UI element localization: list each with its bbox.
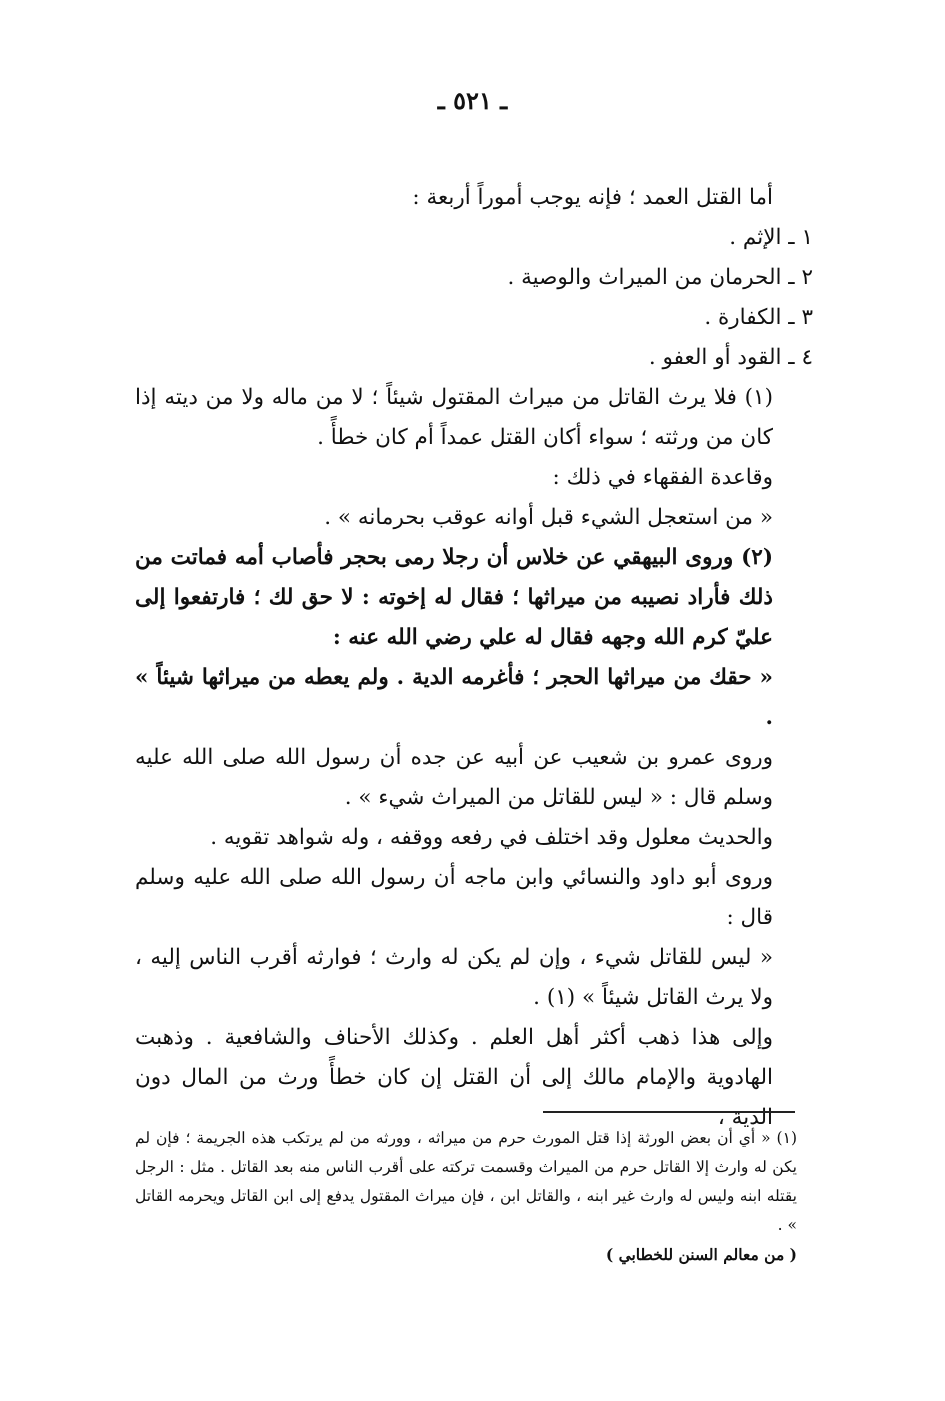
paragraph-3: « من استعجل الشيء قبل أوانه عوقب بحرمانه » . <box>324 505 773 530</box>
paragraph-2: وقاعدة الفقهاء في ذلك : <box>552 465 773 490</box>
paragraph-6: وروى عمرو بن شعيب عن أبيه عن جده أن رسول الله صلى الله عليه وسلم قال : « ليس للقاتل من الميراث شيء » . <box>135 745 773 810</box>
list-item-4: ٤ ـ القود أو العفو . <box>648 345 813 370</box>
footnote-divider <box>543 1111 795 1113</box>
page-number: ـ ٥٢١ ـ <box>437 86 508 115</box>
main-text <box>135 178 813 1138</box>
paragraph-5: « حقك من ميراثها الحجر ؛ فأغرمه الدية . ولم يعطه من ميراثها شيئاً » . <box>135 665 773 730</box>
list-item-1: ١ ـ الإثم . <box>729 225 813 250</box>
intro-line: أما القتل العمد ؛ فإنه يوجب أموراً أربعة : <box>412 185 773 210</box>
paragraph-8: وروى أبو داود والنسائي وابن ماجه أن رسول الله صلى الله عليه وسلم قال : <box>135 865 773 930</box>
list-item-3: ٣ ـ الكفارة . <box>704 305 813 330</box>
footnotes <box>135 1124 797 1269</box>
footnote-1: (١) « أي أن بعض الورثة إذا قتل المورث حرم من ميراثه ، وورثه من لم يرتكب هذه الجريمة ؛ فإن لم يكن له وارث إلا القاتل حرم من الميراث وقسمت تركته على أقرب الناس منه بعد القاتل . مثل : الرجل يقتله ابنه وليس له وارث غير ابنه ، والقاتل ابن ، فإن ميراث المقتول يدفع إلى ابن القاتل ويحرمه القاتل » . <box>135 1129 797 1234</box>
paragraph-7: والحديث معلول وقد اختلف في رفعه ووقفه ، وله شواهد تقويه . <box>210 825 773 850</box>
footnote-source: ( من معالم السنن للخطابي ) <box>605 1245 797 1264</box>
paragraph-4: (٢) وروى البيهقي عن خلاس أن رجلا رمى بحجر فأصاب أمه فماتت من ذلك فأراد نصيبه من ميراثها ؛ فقال له إخوته : لا حق لك ؛ فارتفعوا إلى عليّ كرم الله وجهه فقال له علي رضي الله عنه : <box>135 545 773 650</box>
paragraph-10: وإلى هذا ذهب أكثر أهل العلم . وكذلك الأحناف والشافعية . وذهبت الهادوية والإمام مالك إلى أن القتل إن كان خطأً ورث من المال دون الدية ، <box>135 1025 773 1130</box>
list-item-2: ٢ ـ الحرمان من الميراث والوصية . <box>507 265 813 290</box>
paragraph-1: (١) فلا يرث القاتل من ميراث المقتول شيئاً ؛ لا من ماله ولا من ديته إذا كان من ورثته ؛ سواء أكان القتل عمداً أم كان خطأً . <box>135 385 773 450</box>
paragraph-9: « ليس للقاتل شيء ، وإن لم يكن له وارث ؛ فوارثه أقرب الناس إليه ، ولا يرث القاتل شيئاً » (١) . <box>135 945 773 1010</box>
